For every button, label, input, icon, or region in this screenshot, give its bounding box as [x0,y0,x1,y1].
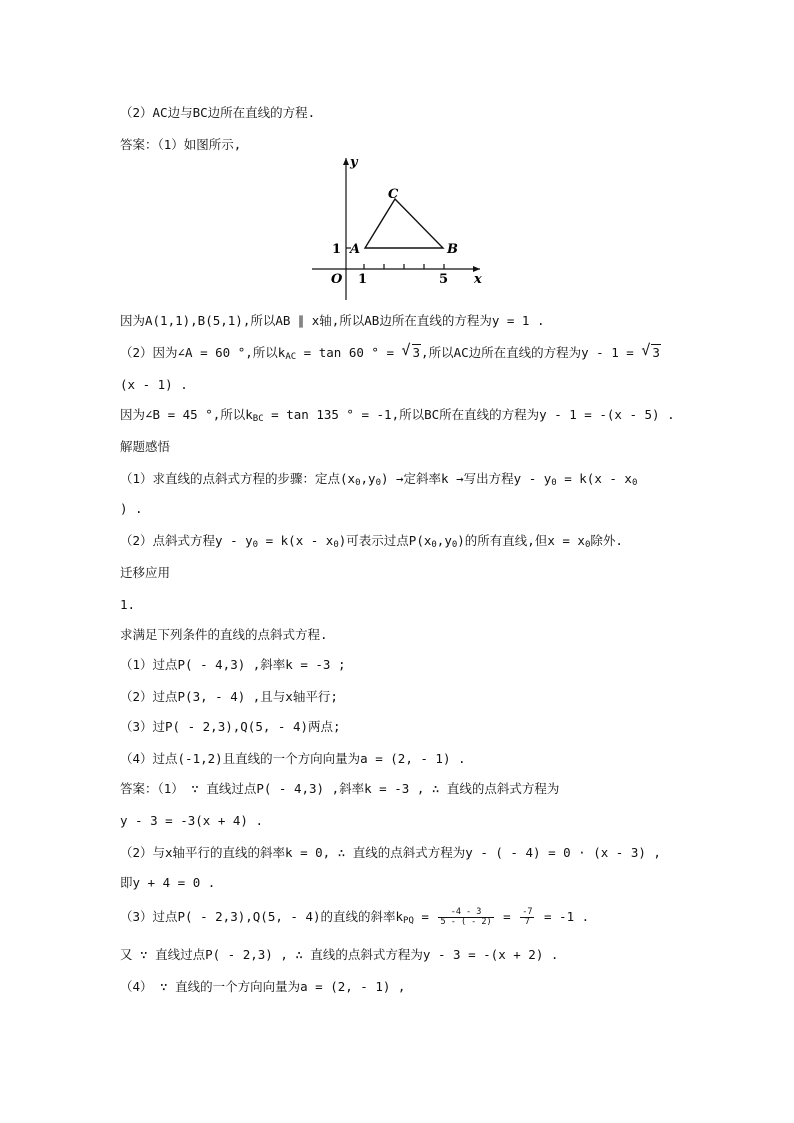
sqrt-3: √ 3 [641,341,660,360]
exercise-number: 1. [120,597,136,612]
point-c-label: C [388,187,399,202]
sqrt-3: √ 3 [401,341,421,360]
condition-3: （3）过P( - 2,3),Q(5, - 4)两点; [120,719,341,734]
answer-1-cont: y - 3 = -3(x + 4) . [120,813,263,828]
condition-4: （4）过点(-1,2)且直线的一个方向向量为a = (2, - 1) . [120,751,466,766]
y-axis-label: y [350,155,358,170]
x-tick-label-1: 1 [358,272,368,287]
condition-2: （2）过点P(3, - 4) ,且与x轴平行; [120,689,338,704]
section-heading-insight: 解题感悟 [120,439,171,454]
answer-3: （3）过点P( - 2,3),Q(5, - 4)的直线的斜率$k_{PQ}$ = $\frac{-4 - 3}{5 - ( - 2)}$ = $\frac{-7}{7}$ = -1 . [120,907,590,927]
x-tick-label-5: 5 [439,272,449,287]
ac-slope-line-cont: (x - 1) . [120,377,188,392]
bc-slope-line: 因为∠B = 45 °,所以$k_{BC} = \tan 135$ ° = -1,所以BC所在直线的方程为y - 1 = -(x - 5) . [120,407,675,424]
ac-slope-line: （2）因为∠A = 60 °,所以$k_{AC} = \tan 60$ ° = √ 3,所以AC边所在直线的方程为y - 1 = √ 3 [120,341,660,362]
answer-2-cont: 即y + 4 = 0 . [120,875,216,890]
insight-1: （1）求直线的点斜式方程的步骤：定点$(x_0,y_0)$ →定斜率k →写出方程$y - y_0 = k(x - x_0$ [120,471,638,488]
triangle-abc [365,199,443,248]
origin-label: O [331,272,343,287]
point-b-label: B [447,242,458,257]
section-heading-practice: 迁移应用 [120,565,171,580]
triangle-figure [310,152,490,302]
fraction-slope-simplified: $\frac{-7}{7}$ [522,907,533,927]
exercise-prompt: 求满足下列条件的直线的点斜式方程. [120,627,328,642]
insight-2: （2）点斜式方程$y - y_0 = k(x - x_0)$可表示过点$P(x_0,y_0)$的所有直线,但$x = x_0$除外. [120,533,623,550]
answer-label: 答案：（1）如图所示, [120,137,242,152]
answer-4: （4） ∵ 直线的一个方向向量为a = (2, - 1) , [120,979,406,994]
x-axis-label: x [474,272,482,287]
condition-1: （1）过点P( - 4,3) ,斜率k = -3 ; [120,657,346,672]
line-ab-equation: 因为A(1,1),B(5,1),所以AB ∥ x轴,所以AB边所在直线的方程为y = 1 . [120,313,545,328]
y-axis-arrow [343,158,349,165]
fraction-slope: $\frac{-4 - 3}{5 - ( - 2)}$ [440,907,492,927]
y-tick-label-1: 1 [332,242,342,257]
point-a-label: A [350,242,361,257]
answer-2: （2）与x轴平行的直线的斜率k = 0, ∴ 直线的点斜式方程为y - ( - 4) = 0 · (x - 3) , [120,845,661,860]
answer-1: 答案：（1） ∵ 直线过点P( - 4,3) ,斜率k = -3 , ∴ 直线的点斜式方程为 [120,781,560,796]
answer-3-cont: 又 ∵ 直线过点P( - 2,3) , ∴ 直线的点斜式方程为y - 3 = -(x + 2) . [120,947,559,962]
insight-1-cont: ) . [120,501,143,516]
question-part-2: （2）AC边与BC边所在直线的方程. [120,105,316,120]
